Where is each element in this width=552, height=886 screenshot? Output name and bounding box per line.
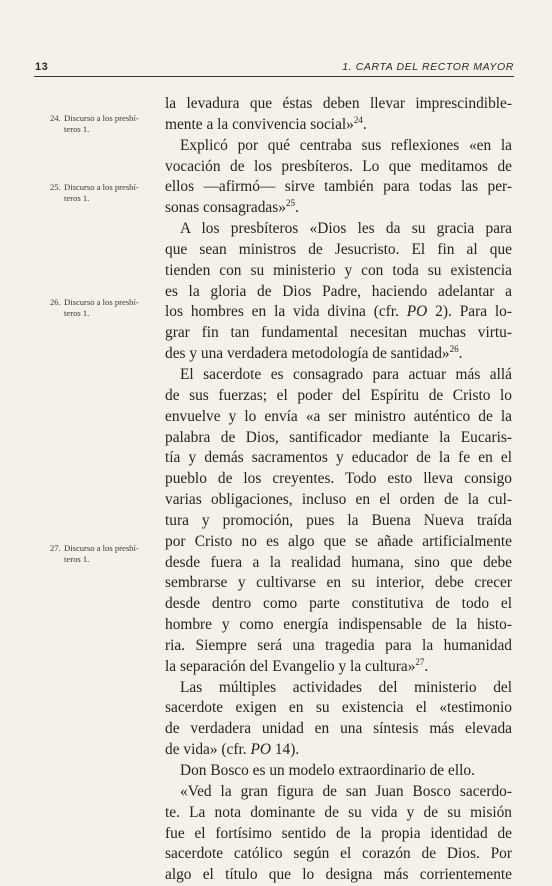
footnote-ref: 27 bbox=[415, 656, 425, 667]
abbrev-po: PO bbox=[250, 741, 271, 759]
footnote-ref: 24 bbox=[353, 114, 363, 125]
footnote-number: 25. bbox=[50, 182, 61, 192]
text-line: mente a la convivencia social»$^{24}$. bbox=[165, 114, 367, 133]
page-number: 13 bbox=[35, 61, 49, 73]
page-header bbox=[34, 62, 514, 77]
text-line: El sacerdote es consagrado para actuar más allá bbox=[180, 365, 512, 383]
text-line: Explicó por qué centraba sus reflexiones «en la bbox=[180, 136, 512, 154]
text-line: tura y promoción, pues la Buena Nueva traída bbox=[165, 511, 512, 529]
text-line: sacerdote católico según el corazón de Dios. Por bbox=[165, 845, 512, 863]
text-line: los hombres en la vida divina (cfr. PO 2). Para lo- bbox=[165, 303, 512, 321]
text-line: «Ved la gran figura de san Juan Bosco sacerdo- bbox=[180, 782, 512, 800]
text-line: hombre y como energía indispensable de la histo- bbox=[165, 616, 512, 634]
footnote-24 bbox=[50, 113, 150, 135]
footnote-text: Discurso a los presbí- bbox=[64, 543, 139, 553]
text-line: Las múltiples actividades del ministerio del bbox=[180, 678, 512, 696]
footnote-27 bbox=[50, 543, 150, 565]
text-line: de verdadera unidad en una síntesis más elevada bbox=[165, 720, 512, 738]
text-line: que sean ministros de Jesucristo. El fin al que bbox=[165, 240, 512, 258]
text-line: desde fuera a la realidad humana, sino que debe bbox=[165, 553, 512, 571]
footnote-text: Discurso a los presbí- bbox=[64, 113, 139, 123]
text-line: des y una verdadera metodología de santidad»$^{26}$. bbox=[165, 344, 463, 363]
text-line: envuelve y lo envía «a ser ministro auténtico de la bbox=[165, 407, 512, 425]
text-line: es la gloria de Dios Padre, haciendo adelantar a bbox=[165, 282, 512, 300]
text-line: de vida» (cfr. PO 14). bbox=[165, 741, 300, 759]
text-line: A los presbíteros «Dios les da su gracia para bbox=[180, 220, 512, 238]
footnote-number: 27. bbox=[50, 543, 61, 553]
footnote-26 bbox=[50, 297, 150, 319]
footnote-25 bbox=[50, 182, 150, 204]
text-line: sembrarse y cultivarse en su interior, debe crecer bbox=[165, 574, 512, 592]
text-line: la separación del Evangelio y la cultura»$^{27}$. bbox=[165, 656, 429, 675]
text-line: sonas consagradas»$^{25}$. bbox=[165, 198, 299, 217]
body-text bbox=[165, 94, 512, 886]
text-line: tienden con su ministerio y con toda su existencia bbox=[165, 261, 512, 279]
text-line: vocación de los presbíteros. Lo que meditamos de bbox=[165, 157, 512, 175]
text-line: de sus fuerzas; el poder del Espíritu de Cristo lo bbox=[165, 386, 512, 404]
text-line: Don Bosco es un modelo extraordinario de ello. bbox=[180, 762, 475, 779]
text-line: palabra de Dios, santificador mediante la Eucaris- bbox=[165, 428, 512, 446]
footnote-ref: 26 bbox=[449, 344, 459, 355]
footnote-text-cont: teros 1. bbox=[64, 554, 90, 564]
text-line: grar fin tan fundamental necesitan muchas virtu- bbox=[165, 324, 512, 342]
text-line: tía y demás sacramentos y educador de la fe en el bbox=[165, 449, 512, 467]
text-line: fue el fortísimo sentido de la propia identidad de bbox=[165, 824, 512, 842]
footnote-ref: 25 bbox=[285, 198, 295, 209]
footnote-number: 24. bbox=[50, 113, 61, 123]
footnote-text-cont: teros 1. bbox=[64, 124, 90, 134]
running-title: 1. CARTA DEL RECTOR MAYOR bbox=[342, 61, 514, 73]
footnote-text-cont: teros 1. bbox=[64, 308, 90, 318]
footnote-text-cont: teros 1. bbox=[64, 193, 90, 203]
text-line: por Cristo no es algo que se añade artificialmente bbox=[165, 532, 512, 550]
footnote-number: 26. bbox=[50, 297, 61, 307]
text-line: varias obligaciones, incluso en el orden de la cul- bbox=[165, 491, 512, 509]
text-line: ria. Siempre será una tragedia para la humanidad bbox=[165, 636, 512, 654]
text-line: algo el título que lo designa más corrientemente bbox=[165, 866, 512, 884]
text-line: ellos —afirmó— sirve también para todas las per- bbox=[165, 178, 512, 196]
abbrev-po: PO bbox=[406, 303, 428, 321]
footnote-text: Discurso a los presbí- bbox=[64, 297, 139, 307]
text-line: la levadura que éstas deben llevar imprescindible- bbox=[165, 95, 512, 112]
footnote-text: Discurso a los presbí- bbox=[64, 182, 139, 192]
text-line: sacerdote exigen en su existencia el «testimonio bbox=[165, 699, 512, 717]
text-line: te. La nota dominante de su vida y de su misión bbox=[165, 803, 512, 821]
text-line: pueblo de los creyentes. Todo esto lleva consigo bbox=[165, 470, 512, 488]
text-line: desde dentro como parte constitutiva de todo el bbox=[165, 595, 512, 613]
